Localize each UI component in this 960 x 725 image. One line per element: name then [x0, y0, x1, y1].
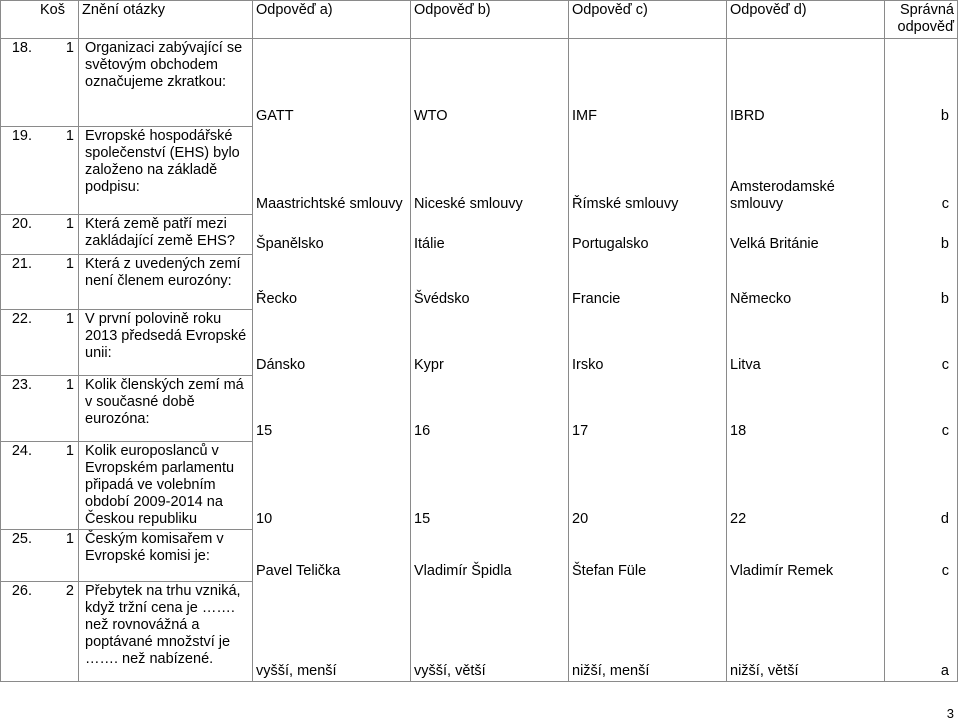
question-basket: 1	[37, 310, 79, 376]
question-text: Přebytek na trhu vzniká, když tržní cena je ……. než rovnovážná a poptávané množství je ……. než nabízené.	[79, 582, 253, 682]
answer-a: 15	[253, 376, 411, 442]
answer-d: 18	[727, 376, 885, 442]
header-question: Znění otázky	[79, 1, 253, 39]
page-number: 3	[946, 706, 954, 721]
question-number: 22.	[1, 310, 37, 376]
answer-b: 16	[411, 376, 569, 442]
question-basket: 1	[37, 127, 79, 215]
answer-b: vyšší, větší	[411, 582, 569, 682]
answer-d: Německo	[727, 255, 885, 310]
correct-answer: c	[885, 376, 958, 442]
header-answer-c: Odpověď c)	[569, 1, 727, 39]
answer-d: Vladimír Remek	[727, 530, 885, 582]
answer-c: Portugalsko	[569, 215, 727, 255]
correct-answer: b	[885, 215, 958, 255]
correct-answer: b	[885, 39, 958, 127]
table-row	[1, 530, 958, 582]
question-basket: 1	[37, 442, 79, 530]
answer-c: 20	[569, 442, 727, 530]
answer-d: Litva	[727, 310, 885, 376]
question-number: 25.	[1, 530, 37, 582]
table-row	[1, 215, 958, 255]
table-row	[1, 582, 958, 682]
question-text: Českým komisařem v Evropské komisi je:	[79, 530, 253, 582]
answer-a: Pavel Telička	[253, 530, 411, 582]
header-answer-a: Odpověď a)	[253, 1, 411, 39]
header-correct: Správná odpověď	[885, 1, 958, 39]
answer-a: vyšší, menší	[253, 582, 411, 682]
question-basket: 1	[37, 530, 79, 582]
question-number: 20.	[1, 215, 37, 255]
table-row	[1, 127, 958, 215]
answer-c: 17	[569, 376, 727, 442]
answer-b: 15	[411, 442, 569, 530]
answer-b: WTO	[411, 39, 569, 127]
table-row	[1, 310, 958, 376]
answer-c: Římské smlouvy	[569, 127, 727, 215]
header-answer-b: Odpověď b)	[411, 1, 569, 39]
question-number: 23.	[1, 376, 37, 442]
table-row	[1, 255, 958, 310]
answer-d: Velká Británie	[727, 215, 885, 255]
question-text: Která země patří mezi zakládající země EHS?	[79, 215, 253, 255]
answer-a: GATT	[253, 39, 411, 127]
answer-b: Itálie	[411, 215, 569, 255]
answer-d: Amsterodamské smlouvy	[727, 127, 885, 215]
question-text: Která z uvedených zemí není členem eurozóny:	[79, 255, 253, 310]
question-text: Organizaci zabývající se světovým obchodem označujeme zkratkou:	[79, 39, 253, 127]
answer-c: Irsko	[569, 310, 727, 376]
quiz-body	[1, 39, 958, 682]
question-basket: 2	[37, 582, 79, 682]
answer-c: Francie	[569, 255, 727, 310]
answer-a: Řecko	[253, 255, 411, 310]
question-basket: 1	[37, 39, 79, 127]
table-row	[1, 376, 958, 442]
table-row	[1, 39, 958, 127]
answer-c: nižší, menší	[569, 582, 727, 682]
question-basket: 1	[37, 255, 79, 310]
answer-a: 10	[253, 442, 411, 530]
answer-d: IBRD	[727, 39, 885, 127]
answer-a: Dánsko	[253, 310, 411, 376]
question-text: Kolik členských zemí má v současné době eurozóna:	[79, 376, 253, 442]
correct-answer: b	[885, 255, 958, 310]
header-answer-d: Odpověď d)	[727, 1, 885, 39]
question-number: 21.	[1, 255, 37, 310]
header-basket: Koš	[37, 1, 79, 39]
answer-a: Španělsko	[253, 215, 411, 255]
question-number: 24.	[1, 442, 37, 530]
header-row	[1, 1, 958, 39]
question-basket: 1	[37, 215, 79, 255]
question-text: Kolik europoslanců v Evropském parlamentu připadá ve volebním období 2009-2014 na Českou republiku	[79, 442, 253, 530]
answer-b: Niceské smlouvy	[411, 127, 569, 215]
correct-answer: a	[885, 582, 958, 682]
answer-d: 22	[727, 442, 885, 530]
header-number	[1, 1, 37, 39]
answer-b: Švédsko	[411, 255, 569, 310]
answer-b: Kypr	[411, 310, 569, 376]
question-text: Evropské hospodářské společenství (EHS) bylo založeno na základě podpisu:	[79, 127, 253, 215]
correct-answer: c	[885, 127, 958, 215]
answer-b: Vladimír Špidla	[411, 530, 569, 582]
question-text: V první polovině roku 2013 předsedá Evropské unii:	[79, 310, 253, 376]
correct-answer: d	[885, 442, 958, 530]
correct-answer: c	[885, 310, 958, 376]
question-number: 18.	[1, 39, 37, 127]
question-basket: 1	[37, 376, 79, 442]
question-number: 26.	[1, 582, 37, 682]
answer-c: IMF	[569, 39, 727, 127]
table-row	[1, 442, 958, 530]
question-number: 19.	[1, 127, 37, 215]
answer-a: Maastrichtské smlouvy	[253, 127, 411, 215]
correct-answer: c	[885, 530, 958, 582]
answer-c: Štefan Füle	[569, 530, 727, 582]
answer-d: nižší, větší	[727, 582, 885, 682]
